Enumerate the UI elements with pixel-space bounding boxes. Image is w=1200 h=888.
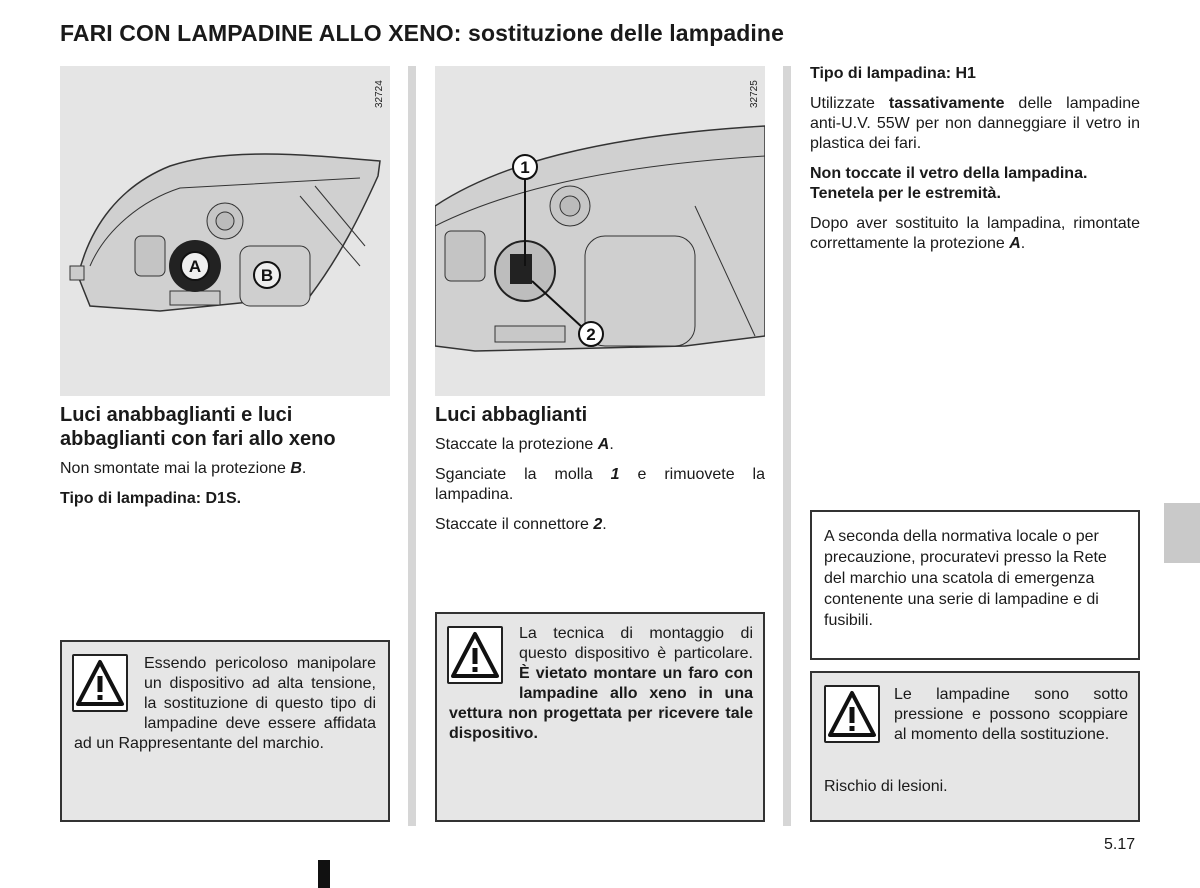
bulb-type: Tipo di lampadina: D1S. [60, 490, 242, 507]
warning-box [810, 671, 1140, 822]
bulb-type: Tipo di lampadina: H1 [810, 65, 976, 82]
paragraph: Utilizzate tassativamente delle lampadine anti-U.V. 55W per non danneggiare il vetro in plastica dei fari. [810, 95, 1140, 152]
column-separator [408, 66, 416, 826]
image-number: 32724 [374, 80, 385, 108]
warning-box [60, 640, 390, 822]
headlamp-illustration [60, 66, 390, 396]
column-2-text [435, 403, 765, 545]
column-3-text [810, 64, 1140, 264]
warning-text: La tecnica di montaggio di questo dispositivo è particolare. È vietato montare un faro con lampadine allo xeno in una vettura non progettata per ricevere tale dispositivo. [449, 625, 753, 742]
callout-a: A [188, 257, 202, 276]
section-heading: Luci anabbaglianti e luci abbaglianti con fari allo xeno [60, 404, 336, 450]
callout-1: 1 [520, 158, 530, 177]
headlamp-illustration [435, 66, 765, 396]
section-tab [1164, 503, 1200, 563]
paragraph: Dopo aver sostituito la lampadina, rimontate correttamente la protezione A. [810, 215, 1140, 252]
paragraph: Non smontate mai la protezione B. [60, 460, 307, 477]
warning-text: Le lampadine sono sotto pressione e possono scoppiare al momento della sostituzione. [894, 686, 1128, 743]
warning-icon [824, 685, 880, 743]
headlamp-image-low-beam [60, 66, 390, 396]
section-heading: Luci abbaglianti [435, 404, 588, 426]
paragraph: Sganciate la molla 1 e rimuovete la lampadina. [435, 466, 766, 503]
column-1-text [60, 403, 390, 519]
page-title: FARI CON LAMPADINE ALLO XENO: sostituzione delle lampadine [60, 20, 784, 46]
column-separator [783, 66, 791, 826]
warning-box [435, 612, 765, 822]
warning-text: Essendo pericoloso manipolare un dispositivo ad alta tensione, la sostituzione di questo tipo di lampadine deve essere affidata ad un Rappresentante del marchio. [74, 655, 376, 752]
callout-b: B [260, 266, 274, 285]
paragraph: Staccate la protezione A. [435, 436, 614, 453]
caution-text: Non toccate il vetro della lampadina. Tenetela per le estremità. [810, 165, 1088, 202]
image-number: 32725 [749, 80, 760, 108]
info-text: A seconda della normativa locale o per precauzione, procuratevi presso la Rete del marchio una scatola di emergenza contenente una serie di lampadine e di fusibili. [824, 528, 1107, 629]
margin-mark [318, 860, 330, 888]
warning-note: Rischio di lesioni. [824, 778, 948, 795]
headlamp-image-high-beam [435, 66, 765, 396]
paragraph: Staccate il connettore 2. [435, 516, 607, 533]
info-box [810, 510, 1140, 660]
page-number: 5.17 [1104, 836, 1136, 853]
callout-2: 2 [586, 325, 596, 344]
